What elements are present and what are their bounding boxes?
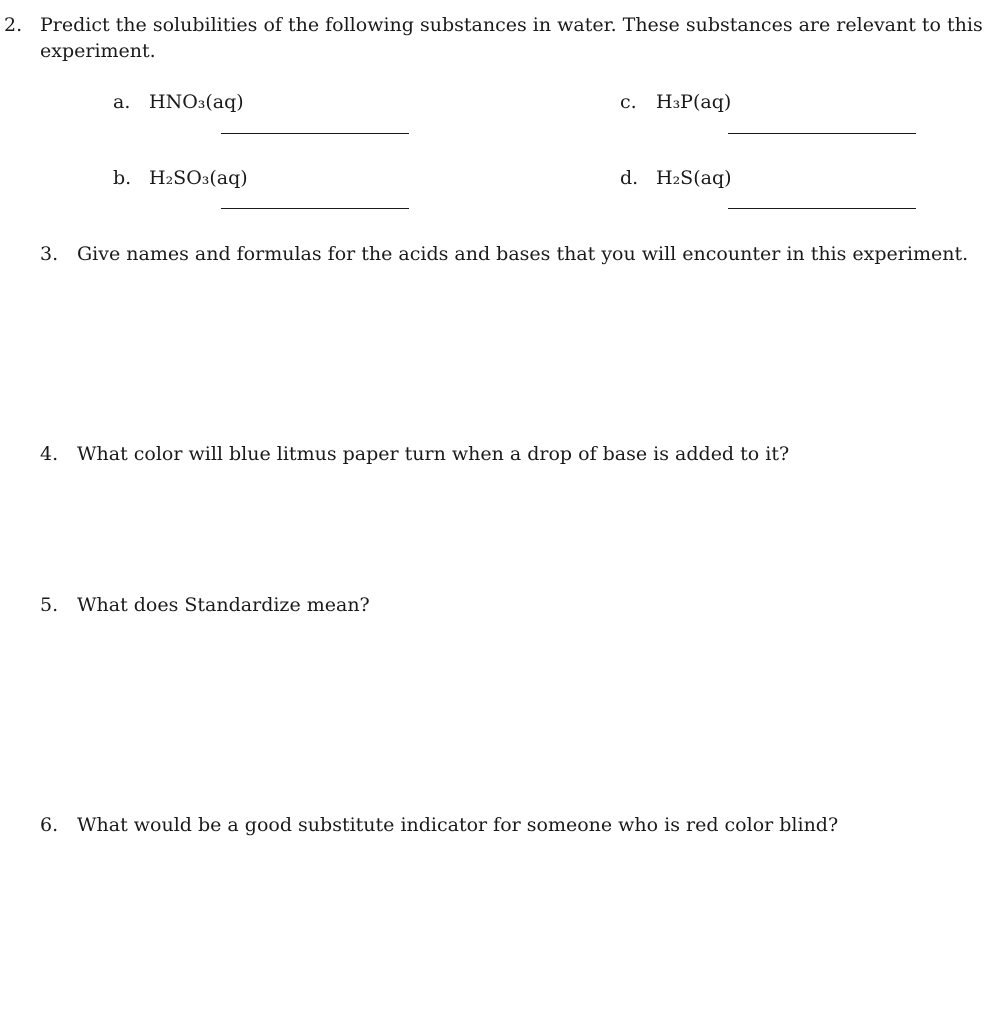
q5-text: What does Standardize mean? — [77, 594, 370, 616]
q2a-formula: HNO₃(aq) — [149, 91, 244, 113]
q3-number: 3. — [40, 243, 59, 265]
q2b-answer-line[interactable] — [221, 208, 409, 209]
q4-answer-area[interactable] — [40, 472, 940, 582]
q2c-formula: H₃P(aq) — [656, 91, 732, 113]
q4-text: What color will blue litmus paper turn when a drop of base is added to it? — [77, 443, 790, 465]
q2d-formula: H₂S(aq) — [656, 167, 732, 189]
q2b-label: b. — [113, 167, 132, 189]
q2-number: 2. — [4, 14, 23, 36]
q2-text-line1: Predict the solubilities of the following substances in water. These substances are relevant to this — [40, 14, 983, 36]
q6-number: 6. — [40, 814, 59, 836]
q5-number: 5. — [40, 594, 59, 616]
q2a-label: a. — [113, 91, 131, 113]
q3-answer-area[interactable] — [40, 272, 940, 432]
q2b-formula: H₂SO₃(aq) — [149, 167, 248, 189]
q2a-answer-line[interactable] — [221, 133, 409, 134]
q2d-answer-line[interactable] — [728, 208, 916, 209]
q6-answer-area[interactable] — [40, 843, 940, 1013]
q6-text: What would be a good substitute indicator for someone who is red color blind? — [77, 814, 839, 836]
q4-number: 4. — [40, 443, 59, 465]
q2d-label: d. — [620, 167, 639, 189]
q3-text: Give names and formulas for the acids and bases that you will encounter in this experiment. — [77, 243, 969, 265]
q2c-label: c. — [620, 91, 637, 113]
q2-text-line2: experiment. — [40, 40, 156, 62]
q5-answer-area[interactable] — [40, 623, 940, 803]
q2c-answer-line[interactable] — [728, 133, 916, 134]
